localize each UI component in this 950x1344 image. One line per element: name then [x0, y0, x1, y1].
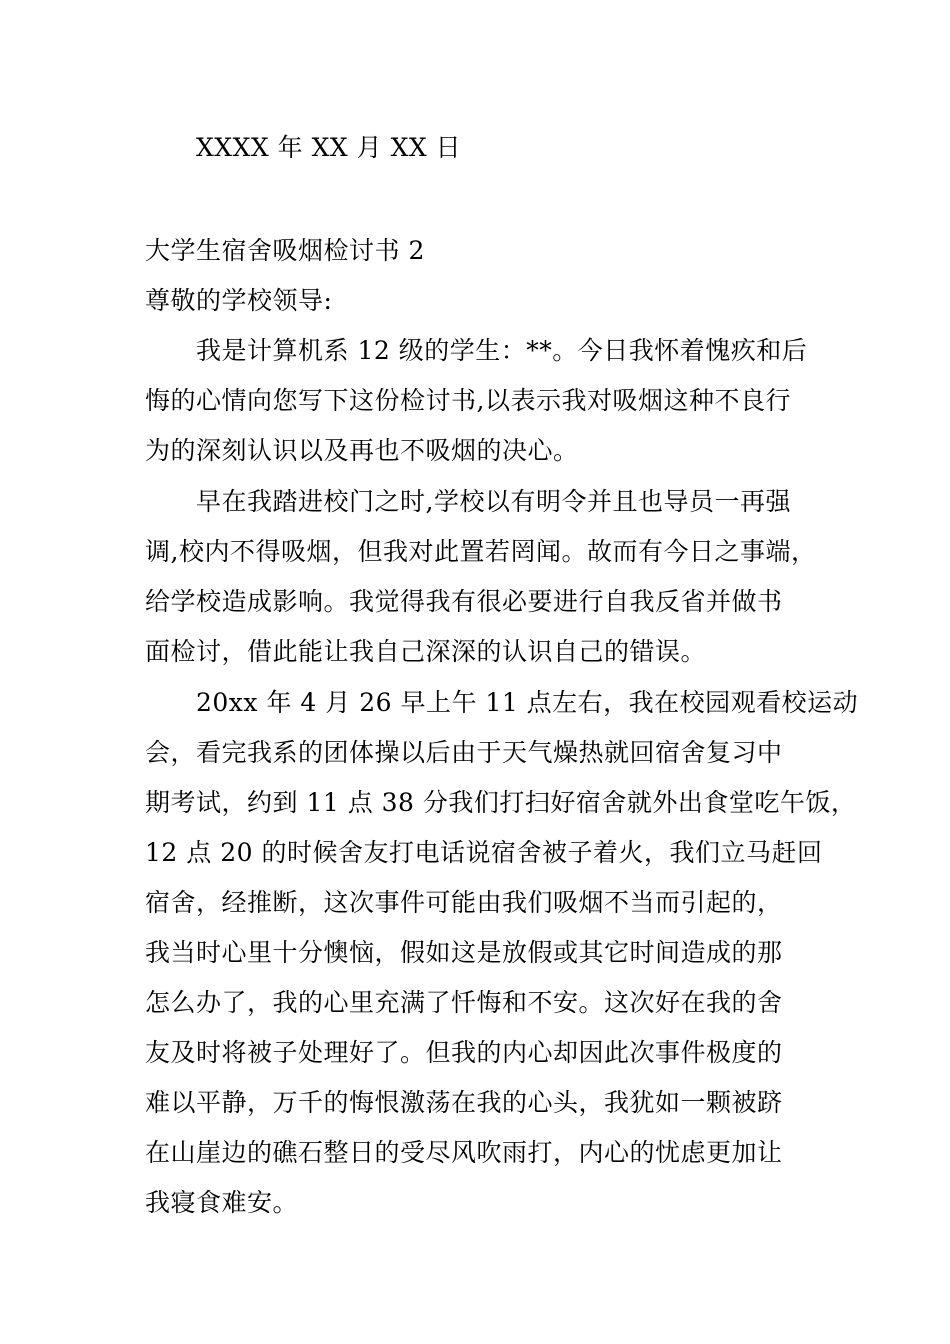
paragraph-line: 给学校造成影响。我觉得我有很必要进行自我反省并做书 [145, 587, 783, 616]
paragraph-line: 面检讨，借此能让我自己深深的认识自己的错误。 [145, 637, 707, 666]
paragraph-line: 怎么办了，我的心里充满了忏悔和不安。这次好在我的舍 [145, 988, 783, 1017]
document-date: XXXX 年 XX 月 XX 日 [196, 133, 462, 162]
paragraph-line: 会，看完我系的团体操以后由于天气燥热就回宿舍复习中 [145, 738, 783, 767]
salutation: 尊敬的学校领导: [145, 286, 333, 315]
paragraph-line: 20xx 年 4 月 26 早上午 11 点左右，我在校园观看校运动 [196, 688, 859, 717]
paragraph-line: 早在我踏进校门之时,学校以有明令并且也导员一再强 [196, 487, 791, 516]
paragraph-line: 期考试，约到 11 点 38 分我们打扫好宿舍就外出食堂吃午饭， [145, 788, 857, 817]
paragraph-line: 我当时心里十分懊恼，假如这是放假或其它时间造成的那 [145, 938, 783, 967]
document-title: 大学生宿舍吸烟检讨书 2 [145, 236, 425, 265]
paragraph-line: 我是计算机系 12 级的学生：**。今日我怀着愧疚和后 [196, 336, 808, 365]
paragraph-line: 调,校内不得吸烟，但我对此置若罔闻。故而有今日之事端， [145, 537, 817, 566]
paragraph-line: 难以平静，万千的悔恨激荡在我的心头，我犹如一颗被跻 [145, 1088, 783, 1117]
paragraph-line: 我寝食难安。 [145, 1188, 299, 1217]
paragraph-line: 为的深刻认识以及再也不吸烟的决心。 [145, 436, 579, 465]
paragraph-line: 宿舍，经推断，这次事件可能由我们吸烟不当而引起的， [145, 888, 783, 917]
paragraph-line: 12 点 20 的时候舍友打电话说宿舍被子着火，我们立马赶回 [145, 838, 823, 867]
paragraph-line: 友及时将被子处理好了。但我的内心却因此次事件极度的 [145, 1038, 783, 1067]
paragraph-line: 悔的心情向您写下这份检讨书,以表示我对吸烟这种不良行 [145, 386, 791, 415]
paragraph-line: 在山崖边的礁石整日的受尽风吹雨打，内心的忧虑更加让 [145, 1138, 783, 1167]
